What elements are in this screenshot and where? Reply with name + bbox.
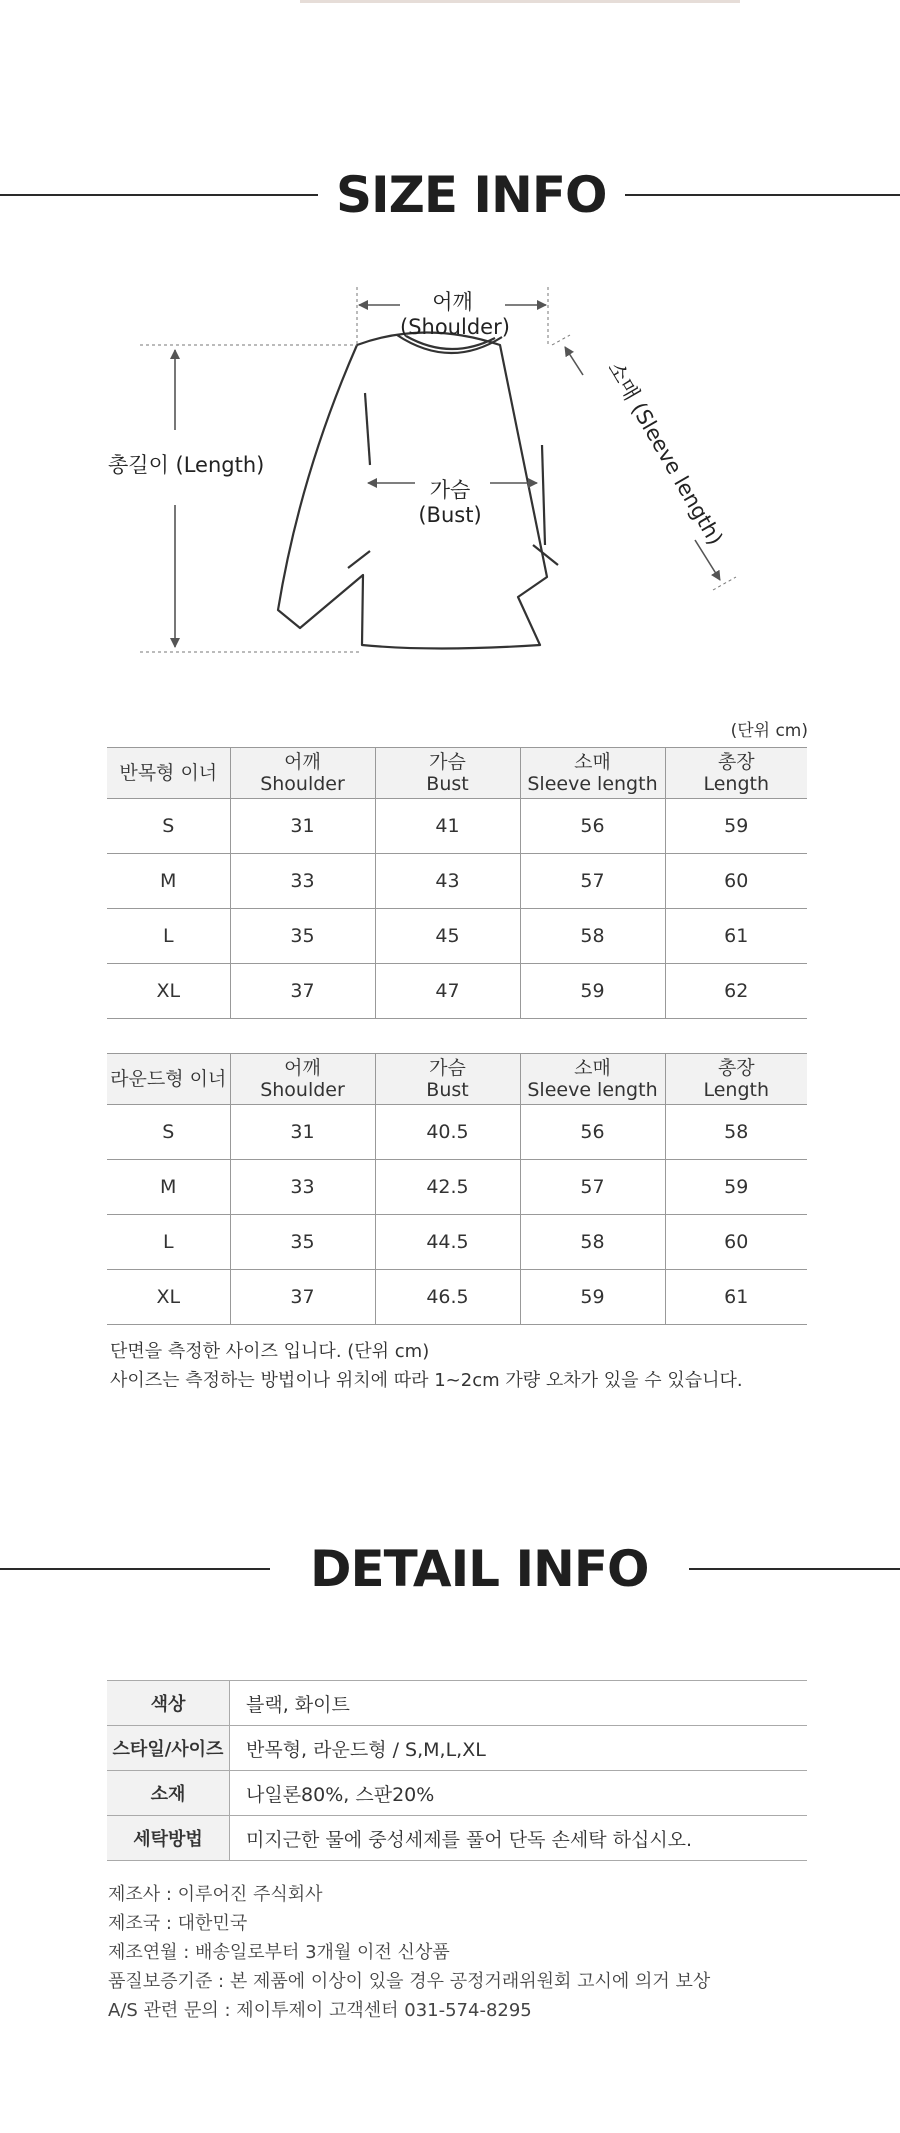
size-cell: L: [107, 909, 230, 964]
value-cell: 61: [665, 909, 807, 964]
table-row: [107, 1105, 807, 1160]
manufacture-date-line: 제조연월 : 배송일로부터 3개월 이전 신상품: [108, 1942, 450, 1963]
header-en: Bust: [426, 773, 469, 795]
detail-info-heading: [0, 1540, 900, 1598]
shoulder-label-en: (Shoulder): [400, 315, 510, 339]
as-contact-line: A/S 관련 문의 : 제이투제이 고객센터 031-574-8295: [108, 2000, 532, 2021]
value-cell: 41: [375, 799, 520, 854]
value-cell: 31: [230, 799, 375, 854]
size-cell: S: [107, 1105, 230, 1160]
header-en: Length: [703, 773, 770, 795]
unit-label: (단위 cm): [730, 721, 808, 741]
table-header-type: 반목형 이너: [107, 748, 230, 799]
shoulder-label-ko: 어깨: [432, 290, 473, 314]
detail-label: 색상: [107, 1681, 230, 1726]
detail-label: 세탁방법: [107, 1816, 230, 1861]
sleeve-label: 소매 (Sleeve length): [602, 357, 728, 550]
size-cell: XL: [107, 1270, 230, 1325]
size-cell: XL: [107, 964, 230, 1019]
size-info-heading: [0, 166, 900, 224]
header-ko: 소매: [574, 1057, 611, 1079]
detail-row-material: [107, 1771, 807, 1816]
detail-value: 반목형, 라운드형 / S,M,L,XL: [230, 1726, 808, 1771]
bust-label: [410, 478, 490, 528]
note-line: 사이즈는 측정하는 방법이나 위치에 따라 1~2cm 가량 오차가 있을 수 있습니다.: [110, 1370, 743, 1391]
value-cell: 46.5: [375, 1270, 520, 1325]
table-header-row: [107, 748, 807, 799]
detail-value: 나일론80%, 스판20%: [230, 1771, 808, 1816]
table-row: [107, 1270, 807, 1325]
table-row: [107, 1215, 807, 1270]
header-en: Shoulder: [260, 1079, 345, 1101]
header-ko: 가슴: [429, 1057, 466, 1079]
value-cell: 58: [520, 909, 665, 964]
table-row: [107, 799, 807, 854]
detail-label: 스타일/사이즈: [107, 1726, 230, 1771]
table-header-bust: [375, 748, 520, 799]
header-ko: 가슴: [429, 751, 466, 773]
garment-size-diagram: [100, 275, 830, 675]
size-table-round-neck: [107, 1053, 807, 1325]
bust-label-ko: 가슴: [429, 478, 471, 502]
detail-info-table: [107, 1680, 807, 1861]
size-notes: [110, 1337, 743, 1395]
table-header-shoulder: [230, 748, 375, 799]
value-cell: 47: [375, 964, 520, 1019]
quality-guarantee-line: 품질보증기준 : 본 제품에 이상이 있을 경우 공정거래위원회 고시에 의거 보상: [108, 1971, 711, 1992]
detail-value: 미지근한 물에 중성세제를 풀어 단독 손세탁 하십시오.: [230, 1816, 808, 1861]
bust-label-en: (Bust): [418, 503, 482, 527]
detail-value: 블랙, 화이트: [230, 1681, 808, 1726]
table-header-sleeve: [520, 1054, 665, 1105]
manufacturer-info: [108, 1880, 710, 2025]
length-label: 총길이 (Length): [108, 453, 265, 477]
value-cell: 35: [230, 909, 375, 964]
value-cell: 59: [520, 964, 665, 1019]
header-en: Sleeve length: [527, 773, 658, 795]
value-cell: 35: [230, 1215, 375, 1270]
table-header-row: [107, 1054, 807, 1105]
table-header-shoulder: [230, 1054, 375, 1105]
value-cell: 59: [665, 1160, 807, 1215]
detail-row-color: [107, 1681, 807, 1726]
size-cell: S: [107, 799, 230, 854]
header-ko: 총장: [717, 751, 755, 773]
detail-row-style-size: [107, 1726, 807, 1771]
header-ko: 총장: [717, 1057, 755, 1079]
table-header-sleeve: [520, 748, 665, 799]
value-cell: 45: [375, 909, 520, 964]
value-cell: 56: [520, 1105, 665, 1160]
value-cell: 58: [665, 1105, 807, 1160]
value-cell: 31: [230, 1105, 375, 1160]
table-header-bust: [375, 1054, 520, 1105]
value-cell: 62: [665, 964, 807, 1019]
value-cell: 40.5: [375, 1105, 520, 1160]
shoulder-label: [400, 290, 510, 340]
table-row: [107, 909, 807, 964]
value-cell: 44.5: [375, 1215, 520, 1270]
value-cell: 57: [520, 1160, 665, 1215]
value-cell: 33: [230, 854, 375, 909]
table-row: [107, 964, 807, 1019]
value-cell: 59: [665, 799, 807, 854]
value-cell: 56: [520, 799, 665, 854]
value-cell: 42.5: [375, 1160, 520, 1215]
value-cell: 37: [230, 1270, 375, 1325]
header-en: Sleeve length: [527, 1079, 658, 1101]
value-cell: 57: [520, 854, 665, 909]
header-en: Shoulder: [260, 773, 345, 795]
value-cell: 33: [230, 1160, 375, 1215]
detail-label: 소재: [107, 1771, 230, 1816]
manufacturer-line: 제조사 : 이루어진 주식회사: [108, 1884, 323, 1905]
value-cell: 60: [665, 1215, 807, 1270]
value-cell: 61: [665, 1270, 807, 1325]
top-image-edge: [300, 0, 740, 3]
table-row: [107, 854, 807, 909]
value-cell: 58: [520, 1215, 665, 1270]
size-table-short-neck: [107, 747, 807, 1019]
note-line: 단면을 측정한 사이즈 입니다. (단위 cm): [110, 1341, 430, 1362]
table-header-length: [665, 1054, 807, 1105]
heading-rule-right: [625, 194, 900, 196]
header-ko: 어깨: [284, 751, 321, 773]
size-info-title: SIZE INFO: [336, 166, 607, 224]
heading-rule-left: [0, 194, 318, 196]
detail-row-washing: [107, 1816, 807, 1861]
header-en: Length: [703, 1079, 770, 1101]
size-cell: M: [107, 854, 230, 909]
heading-rule-left: [0, 1568, 270, 1570]
value-cell: 59: [520, 1270, 665, 1325]
size-cell: L: [107, 1215, 230, 1270]
value-cell: 37: [230, 964, 375, 1019]
header-en: Bust: [426, 1079, 469, 1101]
detail-info-title: DETAIL INFO: [310, 1540, 649, 1598]
origin-line: 제조국 : 대한민국: [108, 1913, 248, 1934]
header-ko: 어깨: [284, 1057, 321, 1079]
heading-rule-right: [689, 1568, 900, 1570]
size-cell: M: [107, 1160, 230, 1215]
table-header-length: [665, 748, 807, 799]
value-cell: 43: [375, 854, 520, 909]
table-row: [107, 1160, 807, 1215]
value-cell: 60: [665, 854, 807, 909]
table-header-type: 라운드형 이너: [107, 1054, 230, 1105]
header-ko: 소매: [574, 751, 611, 773]
